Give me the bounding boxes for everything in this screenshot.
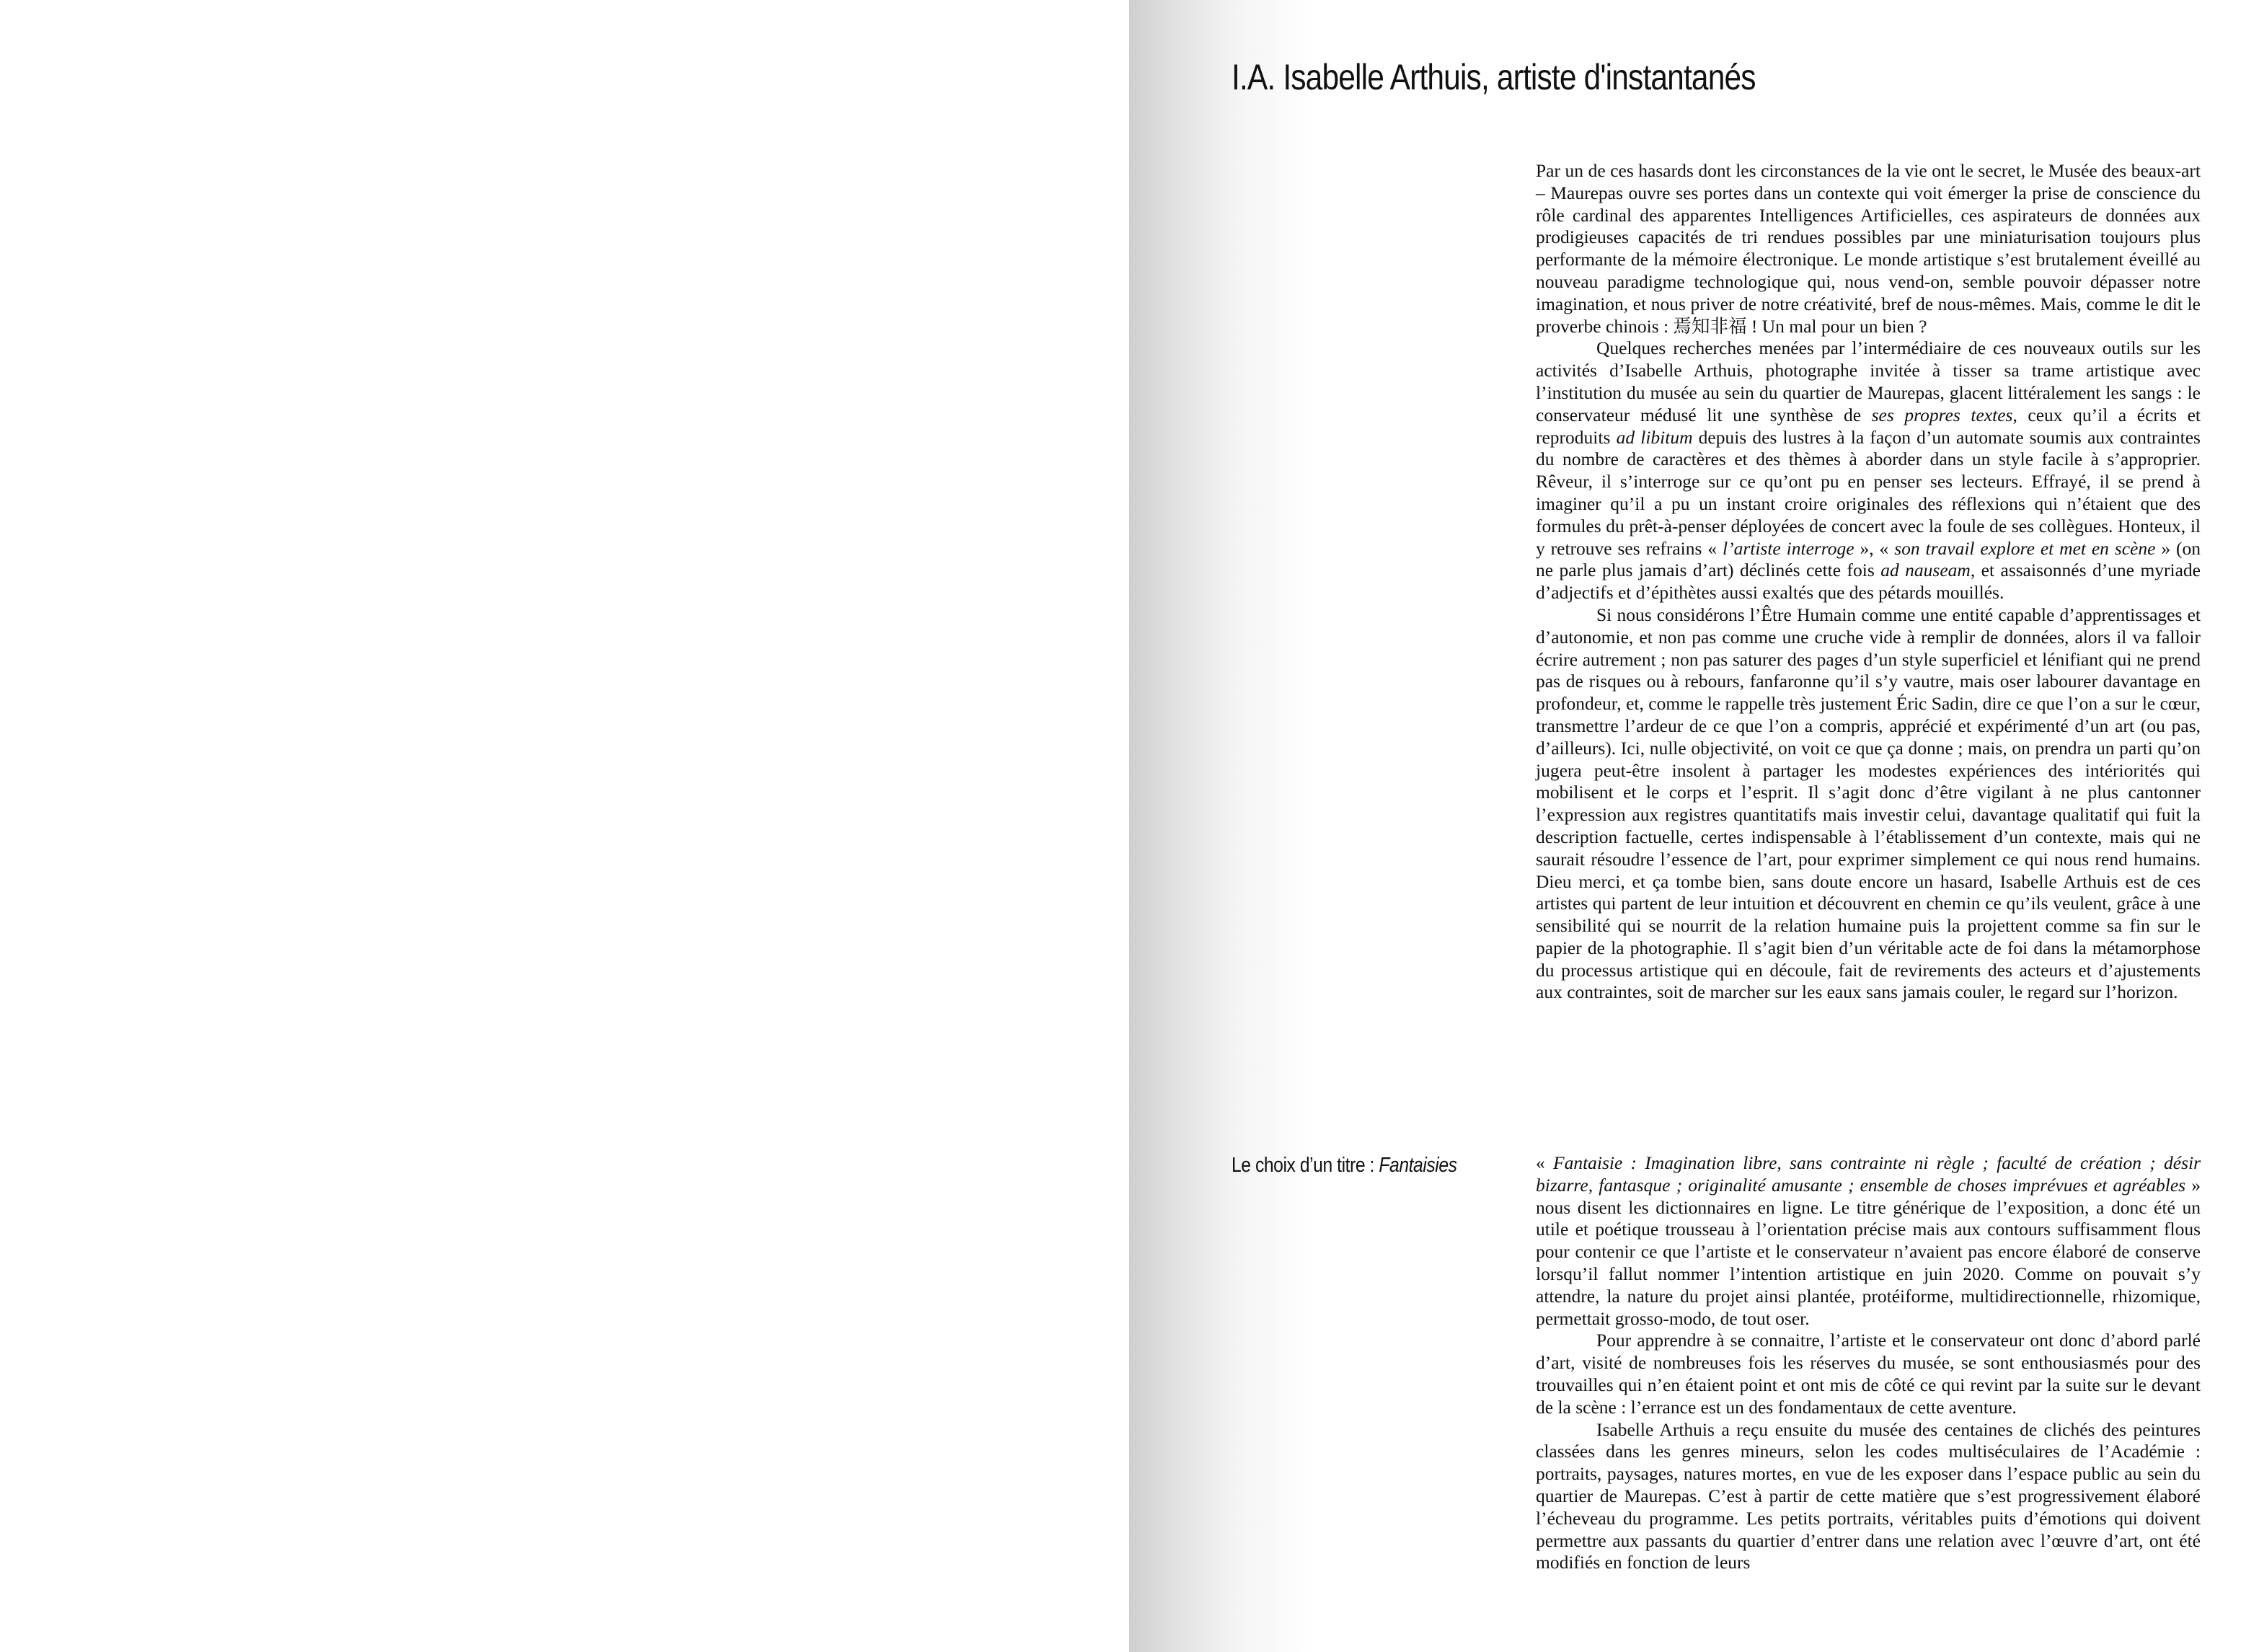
paragraph: Par un de ces hasards dont les circonstances de la vie ont le secret, le Musée des beaux-art – Maurepas ouvre ses portes dans un contexte qui voit émerger la prise de conscience du rôle cardinal des apparentes Intelligences Artificielles, ces aspirateurs de données aux prodigieuses capacités de tri rendues possibles par une miniaturisation toujours plus performante de la mémoire électronique. Le monde artistique s’est brutalement éveillé au nouveau paradigme technologique qui, nous vend-on, semble pouvoir dépasser notre imagination, et nous priver de notre créativité, bref de nous-mêmes. Mais, comme le dit le proverbe chinois : 焉知非福 ! Un mal pour un bien ? (1536, 160, 2201, 337)
paragraph: Si nous considérons l’Être Humain comme une entité capable d’apprentissages et d’autonomie, et non pas comme une cruche vide à remplir de données, alors il va falloir écrire autrement ; non pas saturer des pages d’un style superficiel et lénifiant qui ne prend pas de risques ou à rebours, fanfaronne qu’il s’y vautre, mais oser labourer davantage en profondeur, et, comme le rappelle très justement Éric Sadin, dire ce que l’on a sur le cœur, transmettre l’ardeur de ce que l’on a compris, apprécié et expérimenté d’un art (ou pas, d’ailleurs). Ici, nulle objectivité, on voit ce que ça donne ; mais, on prendra un parti qu’on jugera peut-être insolent à partager les modestes expériences des intériorités qui mobilisent et le corps et l’esprit. Il s’agit donc d’être vigilant à ne plus cantonner l’expression aux registres quantitatifs mais investir celui, davantage qualitatif qui fuit la description factuelle, certes indispensable à l’établissement d’un contexte, mais qui ne saurait résoudre l’essence de l’art, pour exprimer simplement ce qui nous rend humains. Dieu merci, et ça tombe bien, sans doute encore un hasard, Isabelle Arthuis est de ces artistes qui partent de leur intuition et découvrent en chemin ce qu’ils veulent, grâce à une sensibilité qui se nourrit de la relation humaine puis la projettent comme sa fin sur le papier de la photographie. Il s’agit bien d’un véritable acte de foi dans la métamorphose du processus artistique qui en découle, fait de revirements des acteurs et d’ajustements aux contraintes, soit de marcher sur les eaux sans jamais couler, le regard sur l’horizon. (1536, 604, 2201, 1003)
page-title: I.A. Isabelle Arthuis, artiste d'instantanés (1232, 57, 1756, 97)
section-heading: Le choix d’un titre : Fantaisies (1232, 1154, 1457, 1177)
intro-text-column (1536, 160, 2201, 1119)
paragraph: Isabelle Arthuis a reçu ensuite du musée des centaines de clichés des peintures classées dans les genres mineurs, selon les codes multiséculaires de l’Académie : portraits, paysages, natures mortes, en vue de les exposer dans l’espace public au sein du quartier de Maurepas. C’est à partir de cette matière que s’est progressivement élaboré l’écheveau du programme. Les petits portraits, véritables puits d’émotions qui doivent permettre aux passants du quartier d’entrer dans une relation avec l’œuvre d’art, ont été modifiés en fonction de leurs (1536, 1418, 2201, 1573)
paragraph: Pour apprendre à se connaitre, l’artiste et le conservateur ont donc d’abord parlé d’art, visité de nombreuses fois les réserves du musée, se sont enthousiasmés pour des trouvailles qui n’en étaient point et ont mis de côté ce qui revint par la suite sur le devant de la scène : l’errance est un des fondamentaux de cette aventure. (1536, 1330, 2201, 1418)
left-page (0, 0, 1129, 1652)
section-text-column (1536, 1152, 2201, 1599)
paragraph: « Fantaisie : Imagination libre, sans contrainte ni règle ; faculté de création ; désir bizarre, fantasque ; originalité amusante ; ensemble de choses imprévues et agréables » nous disent les dictionnaires en ligne. Le titre générique de l’exposition, a donc été un utile et poétique trousseau à l’orientation précise mais aux contours suffisamment flous pour contenir ce que l’artiste et le conservateur n’avaient pas encore élaboré de conserve lorsqu’il fallut nommer l’intention artistique en juin 2020. Comme on pouvait s’y attendre, la nature du projet ainsi plantée, protéiforme, multidirectionnelle, rhizomique, permettait grosso-modo, de tout oser. (1536, 1152, 2201, 1329)
paragraph: Quelques recherches menées par l’intermédiaire de ces nouveaux outils sur les activités d’Isabelle Arthuis, photographe invitée à tisser sa trame artistique avec l’institution du musée au sein du quartier de Maurepas, glacent littéralement les sangs : le conservateur médusé lit une synthèse de ses propres textes, ceux qu’il a écrits et reproduits ad libitum depuis des lustres à la façon d’un automate soumis aux contraintes du nombre de caractères et des thèmes à aborder dans un style facile à s’approprier. Rêveur, il s’interroge sur ce qu’ont pu en penser ses lecteurs. Effrayé, il se prend à imaginer qu’il a pu un instant croire originales des réflexions qui n’étaient que des formules du prêt-à-penser déployées de concert avec la foule de ses collègues. Honteux, il y retrouve ses refrains « l’artiste interroge », « son travail explore et met en scène » (on ne parle plus jamais d’art) déclinés cette fois ad nauseam, et assaisonnés d’une myriade d’adjectifs et d’épithètes aussi exaltés que des pétards mouillés. (1536, 337, 2201, 604)
